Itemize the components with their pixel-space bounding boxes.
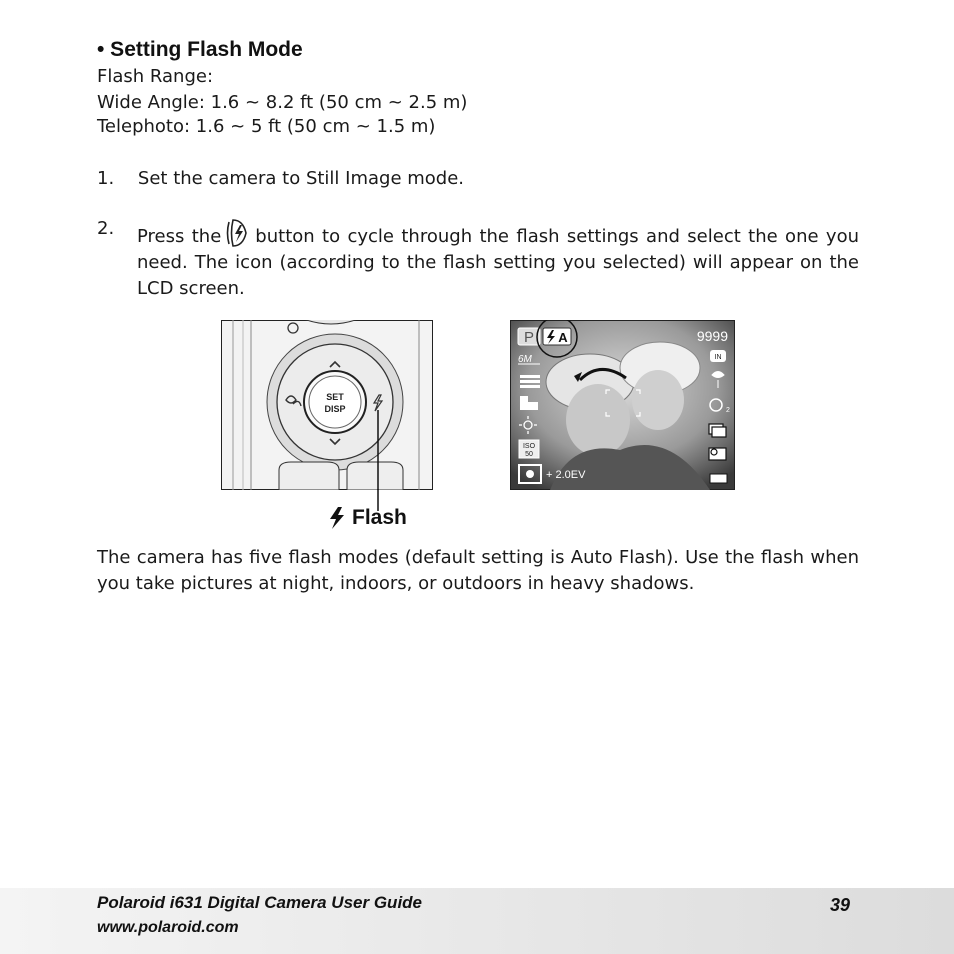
photo-subject-face-left bbox=[566, 384, 630, 456]
capture-mode-icon bbox=[709, 424, 726, 437]
footer-title: Polaroid i631 Digital Camera User Guide bbox=[97, 893, 423, 912]
page-number: 39 bbox=[830, 895, 851, 915]
set-label: SET bbox=[326, 392, 344, 402]
lcd-shots-remaining: 9999 bbox=[696, 328, 728, 344]
step-1-number: 1. bbox=[97, 168, 115, 189]
flash-button-icon bbox=[223, 218, 253, 248]
lcd-screen-illustration bbox=[510, 320, 735, 490]
flash-callout-label: Flash bbox=[352, 506, 407, 529]
lcd-iso-label: ISO bbox=[522, 443, 536, 450]
footer-url: www.polaroid.com bbox=[97, 919, 239, 936]
flash-bolt-icon bbox=[328, 506, 346, 530]
lcd-self-timer-value: 2 bbox=[726, 407, 730, 414]
lcd-ev: + 2.0EV bbox=[546, 469, 586, 481]
flash-range-tele: Telephoto: 1.6 ~ 5 ft (50 cm ~ 1.5 m) bbox=[97, 116, 436, 137]
step-1 bbox=[97, 168, 464, 189]
step-2-number: 2. bbox=[97, 218, 115, 239]
quality-icon bbox=[520, 375, 540, 388]
flash-range-wide: Wide Angle: 1.6 ~ 8.2 ft (50 cm ~ 2.5 m) bbox=[97, 92, 468, 113]
section-heading: • Setting Flash Mode bbox=[97, 38, 303, 61]
step-2-text-before: Press the bbox=[137, 226, 222, 247]
flash-modes-paragraph: The camera has five flash modes (default setting is Auto Flash). Use the flash when you take pictures at night, indoors, or outdoors in heavy shadows. bbox=[97, 547, 859, 594]
flash-range-label: Flash Range: bbox=[97, 66, 214, 87]
flash-callout bbox=[328, 506, 407, 530]
camera-back-illustration bbox=[221, 320, 433, 490]
step-2-text bbox=[137, 218, 859, 302]
lcd-memory-label: IN bbox=[714, 354, 722, 361]
battery-icon bbox=[710, 474, 727, 483]
step-1-text: Set the camera to Still Image mode. bbox=[137, 168, 465, 189]
date-stamp-icon bbox=[709, 448, 726, 460]
lcd-mode: P bbox=[523, 329, 535, 346]
photo-subject-face-right bbox=[632, 370, 684, 430]
lcd-flash-indicator: A bbox=[558, 330, 568, 345]
step-2-text-after: button to cycle through the flash settings and select the one you need. The icon (according to the flash setting you selected) will appear on the LCD screen. bbox=[137, 226, 859, 299]
disp-label: DISP bbox=[324, 404, 346, 414]
lcd-iso-value: 50 bbox=[525, 451, 533, 458]
lcd-resolution: 6M bbox=[518, 354, 532, 365]
